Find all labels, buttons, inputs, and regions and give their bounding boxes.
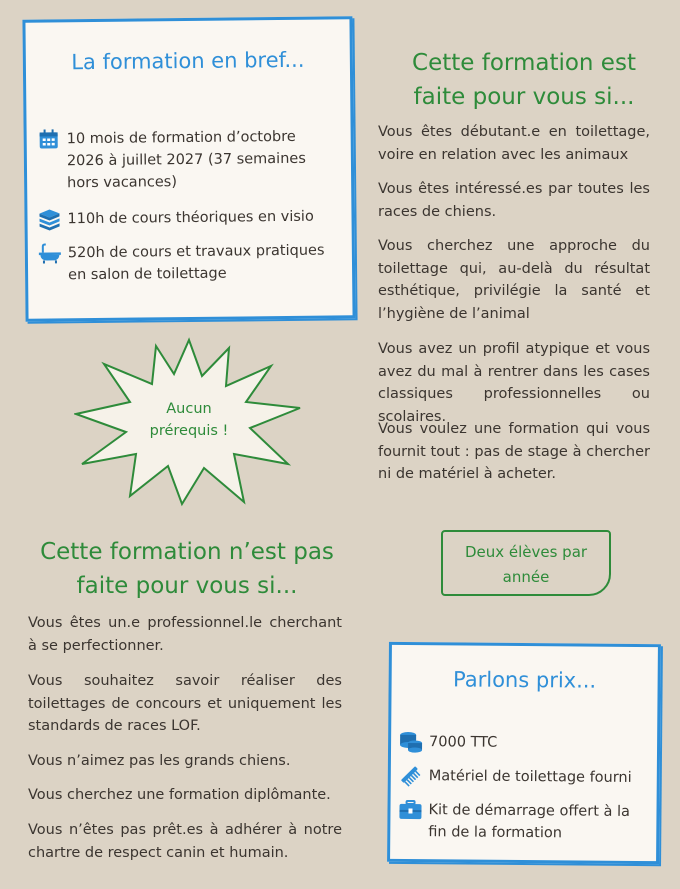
calendar-icon [37,128,61,150]
students-line: Deux élèves par [464,543,588,561]
for-you-title-line: faite pour vous si... [413,84,635,110]
not-for-you-paragraph: Vous êtes un.e professionnel.le cherchant à se perfectionner. [28,615,342,654]
not-for-you-paragraph: Vous n’aimez pas les grands chiens. [28,753,291,769]
for-you-paragraph: Vous cherchez une approche du toilettage qui, au-delà du résultat esthétique, privilégie la santé et l’hygiène de l’animal [378,238,650,322]
not-for-you-paragraph: Vous n’êtes pas prêt.es à adhérer à notre chartre de respect canin et humain. [28,822,342,861]
not-for-you-title [22,535,352,603]
coins-icon [399,731,423,753]
not-for-you-title-line: faite pour vous si... [76,573,298,599]
brief-item-theory [37,205,337,230]
students-line: année [502,568,550,586]
brief-title: La formation en bref... [71,47,305,75]
price-item-equipment [399,765,651,789]
brief-item-text: 520h de cours et travaux pratiques en salon de toilettage [67,242,325,284]
price-title: Parlons prix... [452,667,597,693]
prerequisite-line: prérequis ! [149,423,229,439]
brief-card [22,16,355,321]
price-item-text: Kit de démarrage offert à la fin de la formation [428,802,630,842]
toolbox-icon [398,799,422,821]
price-card [387,642,661,864]
price-item-text: Matériel de toilettage fourni [428,768,632,786]
for-you-title-line: Cette formation est [412,50,636,76]
price-item-kit [398,799,650,845]
not-for-you-paragraph: Vous cherchez une formation diplômante. [28,787,331,803]
brief-item-practice [38,239,338,286]
for-you-paragraph: Vous avez un profil atypique et vous avez du mal à rentrer dans les cases classiques professionnelles ou scolaires. [378,341,650,425]
brief-item-text: 110h de cours théoriques en visio [67,208,314,228]
price-item-cost [399,731,651,755]
not-for-you-paragraph: Vous souhaitez savoir réaliser des toilettages de concours et uniquement les standards de races LOF. [28,673,342,734]
students-badge [441,530,611,596]
books-icon [37,208,61,230]
for-you-paragraph: Vous êtes intéressé.es par toutes les races de chiens. [378,181,650,220]
not-for-you-title-line: Cette formation n’est pas [40,539,334,565]
for-you-paragraph: Vous voulez une formation qui vous fournit tout : pas de stage à chercher ni de matériel à acheter. [378,421,650,482]
prerequisite-starburst [74,336,304,508]
brief-item-duration [37,125,338,194]
prerequisite-line: Aucun [166,401,212,417]
for-you-title [378,46,670,114]
price-item-text: 7000 TTC [429,734,498,751]
for-you-paragraph: Vous êtes débutant.e en toilettage, voire en relation avec les animaux [378,124,650,163]
brief-item-text: 10 mois de formation d’octobre 2026 à juillet 2027 (37 semaines hors vacances) [66,128,306,192]
bathtub-icon [38,242,62,264]
comb-icon [399,765,423,787]
